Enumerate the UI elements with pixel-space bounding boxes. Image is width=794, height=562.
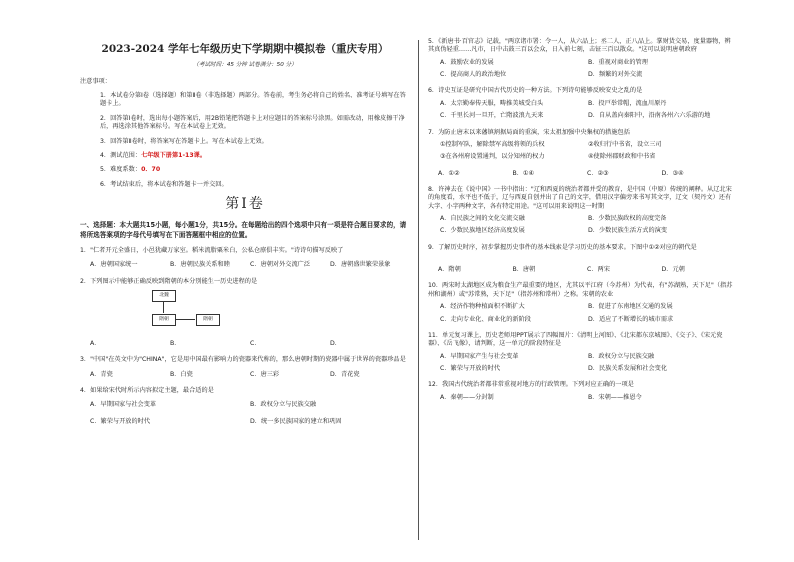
notice-item: 3．回答第Ⅱ卷时，将答案写在答题卡上。写在本试卷上无效。	[100, 137, 268, 145]
diagram-box-top: 北魏	[152, 290, 176, 302]
question-10-options	[440, 303, 736, 328]
option[interactable]: B．政权分立与民族交融	[588, 352, 655, 360]
question-5-options	[440, 59, 736, 84]
option[interactable]: D．适应了不断增长的城市需求	[588, 315, 674, 323]
option[interactable]: B．政权分立与民族交融	[250, 401, 317, 409]
exam-subtitle: （考试时间：45 分钟 试卷满分：50 分）	[193, 62, 297, 69]
option[interactable]: D．青花瓷	[330, 370, 360, 378]
option[interactable]: A．青瓷	[90, 370, 113, 378]
diagram-box-right: 隋朝	[196, 314, 220, 326]
option[interactable]: B．白瓷	[170, 370, 193, 378]
option[interactable]: C．走向专业化、商业化的新阶段	[440, 315, 531, 323]
notice-heading: 注意事项：	[80, 77, 111, 85]
column-divider	[418, 40, 419, 540]
notice-list	[80, 92, 410, 189]
option[interactable]: A．早期国家与社会变革	[90, 401, 157, 409]
option[interactable]: B．唐朝民族关系和睦	[170, 261, 230, 269]
option[interactable]: A．①②	[438, 169, 460, 177]
difficulty-value: 0．70	[141, 166, 161, 174]
statement: ②收归行中书省，设立三司	[588, 140, 662, 148]
question-10: 10．两宋时太湖地区成为粮食生产最重要的地区，尤其以平江府（今苏州）为代表，有"苏湖熟，天下足"（指苏州和湖州）或"苏常熟，天下足"（指苏州和常州）之称。宋朝的农业	[428, 282, 733, 298]
notice-item	[80, 152, 410, 160]
question-4: 4．如果给宋代时所示内容拟定主题，最合适的是	[80, 387, 214, 395]
question-3: 3．"中国"在英文中为"CHINA"，它是用中国最有影响力的瓷器来代称的，那么唐朝时期的瓷器中属于世界的瓷器珍品是	[80, 356, 406, 364]
option[interactable]: C．②③	[587, 169, 609, 177]
option[interactable]: B．①④	[512, 169, 535, 177]
option[interactable]: B．少数民族政权的高度完备	[588, 215, 667, 223]
question-11-options	[440, 353, 736, 378]
option[interactable]: B．	[170, 340, 181, 348]
part-heading: 第Ⅰ卷	[225, 195, 265, 212]
question-9-options	[438, 266, 736, 274]
option[interactable]: D．少数民族生活方式的演变	[588, 227, 668, 235]
option[interactable]: A．太宗勤奉传天服，畴推美城受白头	[440, 99, 544, 107]
question-1: 1．"仁者开元全盛日，小邑犹藏万家室。稻米流脂粟米白，公私仓廪俱丰实。"诗诗句描写反映了	[80, 246, 344, 254]
option[interactable]: C．少数民族地区经济高度发展	[440, 227, 525, 235]
question-9: 9．了解历史时序，初步掌握历史事件的基本线索是学习历史的基本要求。下图中①②对应的朝代是	[428, 243, 697, 251]
option[interactable]: D．频繁的对外交流	[588, 71, 643, 79]
notice-item: 6．考试结束后，将本试卷和答题卡一并交回。	[100, 180, 228, 188]
question-3-options	[90, 371, 410, 379]
option[interactable]: A．鼓励农业的发展	[440, 58, 494, 66]
question-12: 12．我国古代统治者都非常重视对地方的行政管理。下列对应正确的一项是	[428, 381, 634, 389]
notice-item: 2．回答第Ⅰ卷时，选出每小题答案后，用2B铅笔把答题卡上对应题目的答案标号涂黑。如需改动，用橡皮擦干净后，再选涂其他答案标号。写在本试卷上无效。	[100, 114, 405, 131]
option[interactable]: B．宋朝——推恩令	[588, 393, 642, 401]
option[interactable]: D．唐朝盛世繁荣景象	[330, 261, 391, 269]
option[interactable]: D．统一多民族国家的建立和巩固	[250, 417, 342, 425]
option[interactable]: C．唐朝对外交流广泛	[250, 261, 311, 269]
option[interactable]: D．③④	[661, 169, 684, 177]
question-2: 2．下列图示中能够正确反映到隋朝的本分别能生一历史进程的是	[80, 277, 258, 285]
option[interactable]: C．繁荣与开放的时代	[90, 417, 151, 425]
diagram-arrow	[163, 301, 164, 313]
option[interactable]: A．早期国家产生与社会变革	[440, 352, 519, 360]
option[interactable]: A．	[90, 340, 101, 348]
statement: ①控制军队，解除禁军高级将领的兵权	[440, 140, 545, 148]
option[interactable]: C．千里长河一旦开，亡隋波浪九天来	[440, 112, 544, 120]
question-7-options	[438, 170, 736, 178]
option[interactable]: A．经济作物种植面积不断扩大	[440, 303, 525, 311]
option[interactable]: D．元朝	[661, 266, 685, 274]
notice-label: 4．测试范围：	[100, 151, 142, 159]
question-7: 7．为防止唐末以来藩镇割据局面的重演，宋太祖加强中央集权的措施包括	[428, 128, 630, 136]
diagram-box-mid: 隋朝	[152, 314, 176, 326]
test-scope: 七年级下册第1-13课。	[141, 151, 207, 159]
option[interactable]: B．重视对商业的管理	[588, 58, 648, 66]
option[interactable]: C．唐三彩	[250, 370, 280, 378]
question-6-options	[440, 100, 736, 125]
question-8: 8．许神去在《说中国》一书中指出："辽和西夏的统治者都并受的教育，是中国（中原）传统的阐释。从辽北宋的角度看，水平也不低于，辽与西夏自创并出了自己的文字，借用汉字偏旁来书写其文字，辽文（契丹文）还有大字、小字两种文字，各有特定用途。"这可以用来说明这一时期	[428, 185, 732, 210]
option[interactable]: B．促进了东南地区交通的发展	[588, 303, 673, 311]
notice-item: 1．本试卷分第Ⅰ卷（选择题）和第Ⅱ卷（非选择题）两部分。答卷前，考生务必将自己的姓名、准考证号填写在答题卡上。	[100, 92, 406, 108]
question-5: 5．《新唐书·百官志》记载，"两京诸市署：令一人，从六品上；丞二人，正八品上。掌财货交易，度量器物，辨其真伪轻重……凡市，日中击鼓三百以会众，日入前七刻，击钲三百以散众。"这可以说明唐朝政府	[428, 38, 731, 54]
notice-item	[80, 166, 410, 174]
statement: ④使除州郡财政和中书省	[588, 153, 656, 161]
option[interactable]: A．自民族之间的文化交流交融	[440, 215, 525, 223]
right-column	[428, 38, 736, 410]
option[interactable]: D．民族关系发展和社会变化	[588, 364, 668, 372]
question-11: 11．单元复习课上，历史老师用PPT展示了四幅图片：《清明上河图》、《北宋都东京城图》、《交子》、《宋元瓷器》、《岳飞像》，请判断，这一单元的阶段特征是	[428, 331, 723, 348]
option[interactable]: A．唐朝国家统一	[90, 261, 138, 269]
question-2-options	[90, 340, 410, 348]
section-instructions: 一、选择题：本大题共15小题，每小题1分，共15分。在每题给出的四个选项中只有一项是符合题目要求的，请将所选答案项的字母代号填写在下面答题框中相应的位置。	[80, 220, 407, 240]
notice-label: 5．难度系数：	[100, 166, 142, 174]
option[interactable]: A．隋朝	[438, 266, 461, 274]
option[interactable]: A．秦朝——分封制	[440, 393, 494, 401]
option[interactable]: B．投戸举常帽，流血川原丹	[588, 99, 667, 107]
question-6: 6．诗史互证是研究中国古代历史的一种方法。下列诗句能够反映安史之乱的是	[428, 87, 643, 95]
left-column	[80, 38, 410, 442]
question-8-options	[440, 215, 736, 240]
option[interactable]: B．唐朝	[512, 266, 536, 274]
option[interactable]: D．自从盖向秦阳中，沿南各州六六乐游的地	[588, 112, 711, 120]
option[interactable]: C．繁荣与开放的时代	[440, 364, 501, 372]
option[interactable]: C．两宋	[587, 266, 610, 274]
option[interactable]: D．	[330, 340, 341, 348]
exam-title: 2023-2024 学年七年级历史下学期期中模拟卷（重庆专用）	[101, 43, 389, 55]
question-2-diagram	[80, 290, 410, 334]
statement: ③在各州府设置通判，以分知州的权力	[440, 153, 545, 161]
question-1-options	[90, 261, 410, 269]
question-4-options	[90, 401, 410, 434]
question-12-options	[440, 394, 736, 406]
option[interactable]: C．提高商人的政治地位	[440, 71, 507, 79]
diagram-arrow	[175, 319, 195, 320]
question-7-statements	[440, 141, 736, 166]
option[interactable]: C．	[250, 340, 261, 348]
